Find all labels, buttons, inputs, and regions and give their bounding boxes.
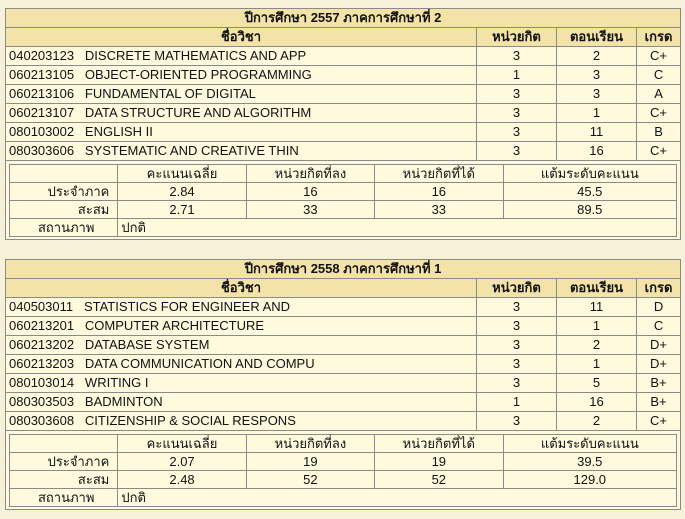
course-cell [6, 47, 477, 66]
course-grade: B [637, 123, 681, 142]
col-header-name: ชื่อวิชา [6, 279, 477, 298]
col-header-section: ตอนเรียน [557, 28, 637, 47]
course-cell [6, 374, 477, 393]
course-credit: 3 [477, 104, 557, 123]
course-table [5, 259, 681, 510]
summary-gpa: 2.71 [118, 201, 246, 219]
course-row [6, 66, 681, 85]
course-row [6, 412, 681, 431]
course-grade: D+ [637, 336, 681, 355]
course-name: OBJECT-ORIENTED PROGRAMMING [84, 67, 312, 82]
summary-header-gpa: คะแนนเฉลี่ย [118, 165, 246, 183]
course-grade: D [637, 298, 681, 317]
summary-container [6, 431, 681, 510]
status-value: ปกติ [118, 219, 677, 237]
course-credit: 3 [477, 336, 557, 355]
course-cell [6, 355, 477, 374]
course-grade: C [637, 66, 681, 85]
course-name: WRITING I [84, 375, 149, 390]
course-name: ENGLISH II [84, 124, 153, 139]
course-code: 080103014 [9, 375, 75, 390]
summary-header-row [10, 165, 677, 183]
course-cell [6, 123, 477, 142]
course-table [5, 8, 681, 240]
course-code: 080303608 [9, 413, 75, 428]
summary-header-row [10, 435, 677, 453]
course-credit: 3 [477, 142, 557, 161]
col-header-credit: หน่วยกิต [477, 28, 557, 47]
course-name: SYSTEMATIC AND CREATIVE THIN [84, 143, 299, 158]
course-row [6, 298, 681, 317]
course-credit: 3 [477, 355, 557, 374]
course-section: 2 [557, 47, 637, 66]
course-credit: 3 [477, 47, 557, 66]
course-section: 11 [557, 123, 637, 142]
summary-term-row [10, 453, 677, 471]
summary-status-row [10, 489, 677, 507]
course-section: 2 [557, 336, 637, 355]
summary-points: 129.0 [503, 471, 677, 489]
col-header-grade: เกรด [637, 279, 681, 298]
course-name: COMPUTER ARCHITECTURE [84, 318, 265, 333]
course-credit: 3 [477, 412, 557, 431]
summary-points: 39.5 [503, 453, 677, 471]
summary-row-label: ประจำภาค [10, 453, 118, 471]
summary-cumulative-row [10, 471, 677, 489]
semester-title: ปีการศึกษา 2557 ภาคการศึกษาที่ 2 [6, 9, 681, 28]
col-header-section: ตอนเรียน [557, 279, 637, 298]
summary-earned: 19 [375, 453, 503, 471]
course-name: FUNDAMENTAL OF DIGITAL [84, 86, 256, 101]
course-row [6, 374, 681, 393]
summary-registered: 16 [246, 183, 374, 201]
summary-container-row [6, 431, 681, 510]
summary-earned: 52 [375, 471, 503, 489]
column-header-row [6, 279, 681, 298]
course-row [6, 317, 681, 336]
course-code: 060213107 [9, 105, 75, 120]
semester-block-2558-1 [5, 259, 680, 510]
course-row [6, 142, 681, 161]
course-name: DATA STRUCTURE AND ALGORITHM [84, 105, 312, 120]
course-row [6, 123, 681, 142]
summary-registered: 52 [246, 471, 374, 489]
col-header-grade: เกรด [637, 28, 681, 47]
course-credit: 1 [477, 66, 557, 85]
course-grade: D+ [637, 355, 681, 374]
summary-header-earned: หน่วยกิตที่ได้ [375, 435, 503, 453]
course-row [6, 336, 681, 355]
summary-earned: 16 [375, 183, 503, 201]
summary-row-label: สะสม [10, 471, 118, 489]
course-row [6, 85, 681, 104]
course-section: 1 [557, 104, 637, 123]
summary-status-row [10, 219, 677, 237]
course-section: 1 [557, 317, 637, 336]
column-header-row [6, 28, 681, 47]
course-section: 3 [557, 66, 637, 85]
summary-registered: 33 [246, 201, 374, 219]
summary-points: 89.5 [503, 201, 677, 219]
course-code: 060213203 [9, 356, 75, 371]
summary-registered: 19 [246, 453, 374, 471]
summary-gpa: 2.48 [118, 471, 246, 489]
course-section: 16 [557, 142, 637, 161]
course-credit: 3 [477, 317, 557, 336]
col-header-credit: หน่วยกิต [477, 279, 557, 298]
course-code: 060213202 [9, 337, 75, 352]
summary-term-row [10, 183, 677, 201]
col-header-name: ชื่อวิชา [6, 28, 477, 47]
course-section: 2 [557, 412, 637, 431]
summary-gpa: 2.07 [118, 453, 246, 471]
status-label: สถานภาพ [10, 489, 118, 507]
course-name: STATISTICS FOR ENGINEER AND [83, 299, 291, 314]
summary-earned: 33 [375, 201, 503, 219]
course-grade: C+ [637, 412, 681, 431]
course-credit: 3 [477, 374, 557, 393]
course-credit: 3 [477, 298, 557, 317]
course-credit: 3 [477, 85, 557, 104]
course-grade: C [637, 317, 681, 336]
summary-header-earned: หน่วยกิตที่ได้ [375, 165, 503, 183]
course-code: 040503011 [9, 299, 74, 314]
semester-title: ปีการศึกษา 2558 ภาคการศึกษาที่ 1 [6, 260, 681, 279]
summary-corner [10, 435, 118, 453]
course-code: 060213106 [9, 86, 75, 101]
summary-header-points: แต้มระดับคะแนน [503, 435, 677, 453]
course-name: CITIZENSHIP & SOCIAL RESPONS [84, 413, 296, 428]
course-credit: 3 [477, 123, 557, 142]
course-grade: C+ [637, 104, 681, 123]
course-name: DATABASE SYSTEM [84, 337, 210, 352]
semester-title-row [6, 9, 681, 28]
summary-table [9, 164, 677, 237]
summary-container-row [6, 161, 681, 240]
course-section: 5 [557, 374, 637, 393]
summary-header-gpa: คะแนนเฉลี่ย [118, 435, 246, 453]
course-name: BADMINTON [84, 394, 163, 409]
course-cell [6, 298, 477, 317]
summary-gpa: 2.84 [118, 183, 246, 201]
summary-points: 45.5 [503, 183, 677, 201]
course-section: 1 [557, 355, 637, 374]
course-grade: C+ [637, 47, 681, 66]
course-code: 060213201 [9, 318, 75, 333]
course-name: DISCRETE MATHEMATICS AND APP [84, 48, 307, 63]
course-cell [6, 317, 477, 336]
course-code: 080303503 [9, 394, 75, 409]
course-cell [6, 412, 477, 431]
course-row [6, 393, 681, 412]
semester-block-2557-2 [5, 8, 680, 240]
summary-cumulative-row [10, 201, 677, 219]
course-code: 040203123 [9, 48, 75, 63]
summary-table [9, 434, 677, 507]
course-cell [6, 104, 477, 123]
summary-row-label: ประจำภาค [10, 183, 118, 201]
course-grade: B+ [637, 374, 681, 393]
course-code: 080303606 [9, 143, 75, 158]
semester-title-row [6, 260, 681, 279]
course-grade: B+ [637, 393, 681, 412]
course-section: 3 [557, 85, 637, 104]
status-value: ปกติ [118, 489, 677, 507]
summary-header-registered: หน่วยกิตที่ลง [246, 435, 374, 453]
course-code: 060213105 [9, 67, 75, 82]
course-credit: 1 [477, 393, 557, 412]
course-grade: A [637, 85, 681, 104]
course-name: DATA COMMUNICATION AND COMPU [84, 356, 315, 371]
course-code: 080103002 [9, 124, 75, 139]
course-cell [6, 142, 477, 161]
course-row [6, 104, 681, 123]
summary-container [6, 161, 681, 240]
course-cell [6, 336, 477, 355]
summary-row-label: สะสม [10, 201, 118, 219]
course-row [6, 355, 681, 374]
course-cell [6, 66, 477, 85]
course-section: 16 [557, 393, 637, 412]
summary-corner [10, 165, 118, 183]
summary-header-points: แต้มระดับคะแนน [503, 165, 677, 183]
summary-header-registered: หน่วยกิตที่ลง [246, 165, 374, 183]
course-grade: C+ [637, 142, 681, 161]
course-cell [6, 393, 477, 412]
course-cell [6, 85, 477, 104]
course-row [6, 47, 681, 66]
course-section: 11 [557, 298, 637, 317]
status-label: สถานภาพ [10, 219, 118, 237]
